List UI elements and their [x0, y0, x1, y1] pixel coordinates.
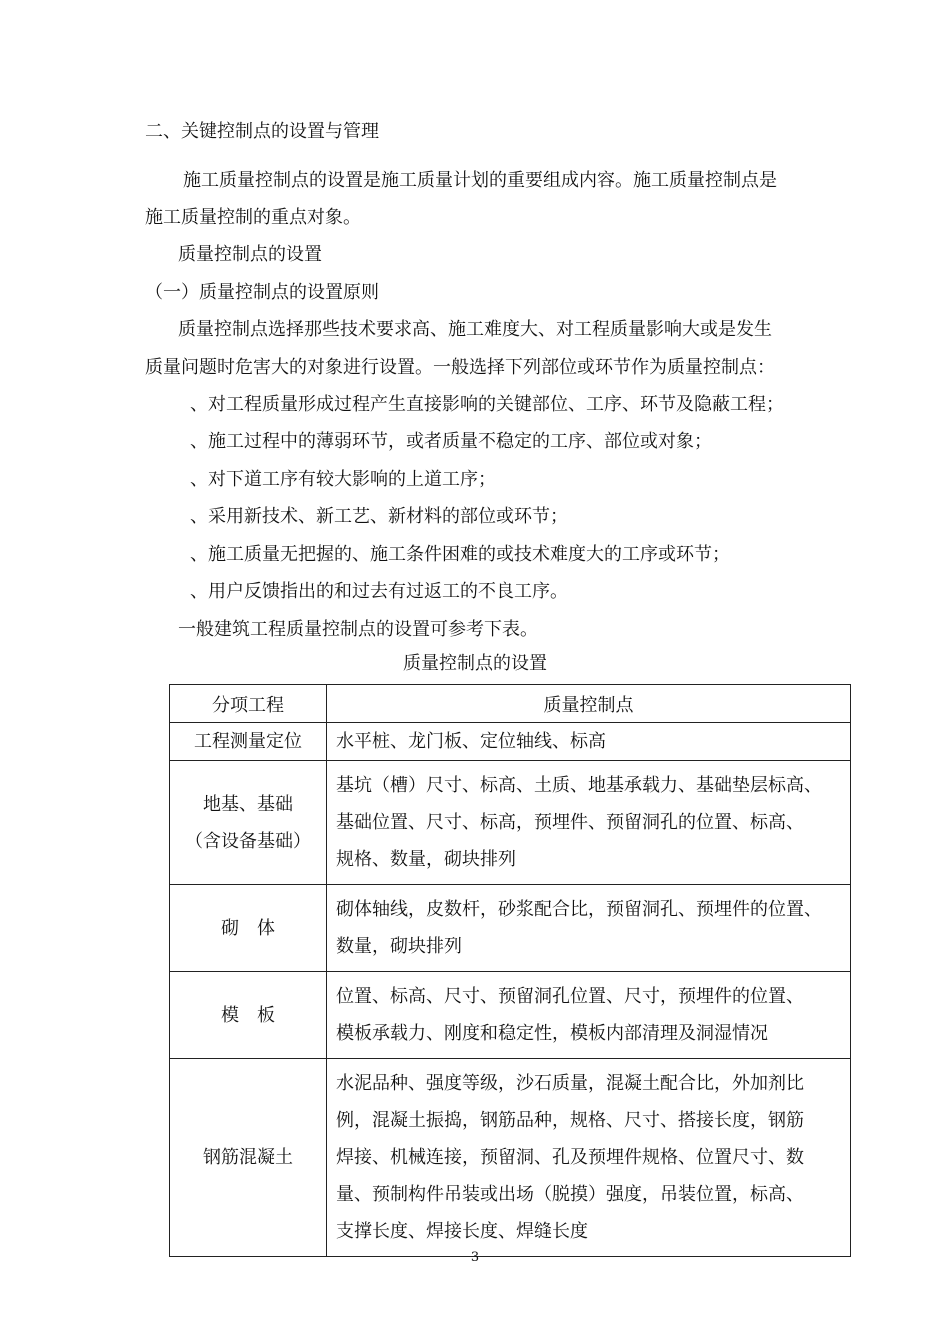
row-item-label: 地基、基础: [203, 793, 293, 815]
row-item-label: 工程测量定位: [194, 731, 302, 752]
row-item-label: 砌 体: [221, 917, 275, 939]
table-row: [170, 972, 851, 1059]
intro-line-1: 施工质量控制点的设置是施工质量计划的重要组成内容。施工质量控制点是: [183, 170, 777, 191]
subheading: 质量控制点的设置: [178, 244, 322, 265]
control-point-line: 基坑（槽）尺寸、标高、土质、地基承载力、基础垫层标高、: [336, 775, 822, 796]
table-header-row: [170, 685, 851, 723]
header-item: 分项工程: [170, 685, 327, 723]
row-item-label: 钢筋混凝土: [203, 1147, 293, 1168]
reference-note: 一般建筑工程质量控制点的设置可参考下表。: [178, 619, 538, 640]
control-point-line: 模板承载力、刚度和稳定性，模板内部清理及洞湿情况: [336, 1023, 768, 1044]
table-row: [170, 723, 851, 761]
header-points: 质量控制点: [327, 685, 851, 723]
list-item: 、施工过程中的薄弱环节，或者质量不稳定的工序、部位或对象；: [190, 431, 712, 452]
row-item-label: （含设备基础）: [185, 830, 311, 852]
row-control-points: [327, 1059, 851, 1257]
list-item: 、施工质量无把握的、施工条件困难的或技术难度大的工序或环节；: [190, 544, 730, 565]
row-item: [170, 761, 327, 885]
list-item: 、采用新技术、新工艺、新材料的部位或环节；: [190, 506, 568, 527]
table-caption: 质量控制点的设置: [403, 653, 547, 674]
control-point-line: 水泥品种、强度等级，沙石质量，混凝土配合比，外加剂比: [336, 1073, 804, 1094]
table-row: [170, 761, 851, 885]
row-item: [170, 885, 327, 972]
row-item-label: 模 板: [221, 1004, 275, 1026]
principle-line-1: 质量控制点选择那些技术要求高、施工难度大、对工程质量影响大或是发生: [178, 319, 772, 340]
table-body: [170, 723, 851, 1257]
row-control-points: [327, 723, 851, 761]
quality-control-table: [169, 684, 851, 1257]
control-point-line: 基础位置、尺寸、标高，预埋件、预留洞孔的位置、标高、: [336, 812, 804, 833]
control-point-line: 数量，砌块排列: [336, 936, 462, 957]
page-number: 3: [470, 1250, 480, 1265]
row-control-points: [327, 972, 851, 1059]
principle-line-2: 质量问题时危害大的对象进行设置。一般选择下列部位或环节作为质量控制点：: [145, 357, 775, 378]
control-point-line: 焊接、机械连接，预留洞、孔及预埋件规格、位置尺寸、数: [336, 1147, 804, 1168]
row-control-points: [327, 885, 851, 972]
control-point-line: 位置、标高、尺寸、预留洞孔位置、尺寸，预埋件的位置、: [336, 986, 804, 1007]
row-control-points: [327, 761, 851, 885]
control-point-line: 规格、数量，砌块排列: [336, 849, 516, 870]
list-item: 、对工程质量形成过程产生直接影响的关键部位、工序、环节及隐蔽工程；: [190, 394, 784, 415]
list-item: 、用户反馈指出的和过去有过返工的不良工序。: [190, 581, 568, 602]
table-row: [170, 1059, 851, 1257]
control-point-line: 量、预制构件吊装或出场（脱摸）强度，吊装位置，标高、: [336, 1184, 804, 1205]
intro-line-2: 施工质量控制的重点对象。: [145, 207, 361, 228]
control-point-line: 例，混凝土振捣，钢筋品种，规格、尺寸、搭接长度，钢筋: [336, 1110, 804, 1131]
control-point-line: 砌体轴线，皮数杆，砂浆配合比，预留洞孔、预埋件的位置、: [336, 899, 822, 920]
row-item: [170, 723, 327, 761]
row-item: [170, 972, 327, 1059]
control-point-line: 支撑长度、焊接长度、焊缝长度: [336, 1221, 588, 1242]
section-heading: 二、关键控制点的设置与管理: [145, 121, 379, 142]
row-item: [170, 1059, 327, 1257]
table-row: [170, 885, 851, 972]
list-item: 、对下道工序有较大影响的上道工序；: [190, 469, 496, 490]
section1-title: （一）质量控制点的设置原则: [145, 282, 379, 303]
control-point-line: 水平桩、龙门板、定位轴线、标高: [336, 731, 606, 752]
